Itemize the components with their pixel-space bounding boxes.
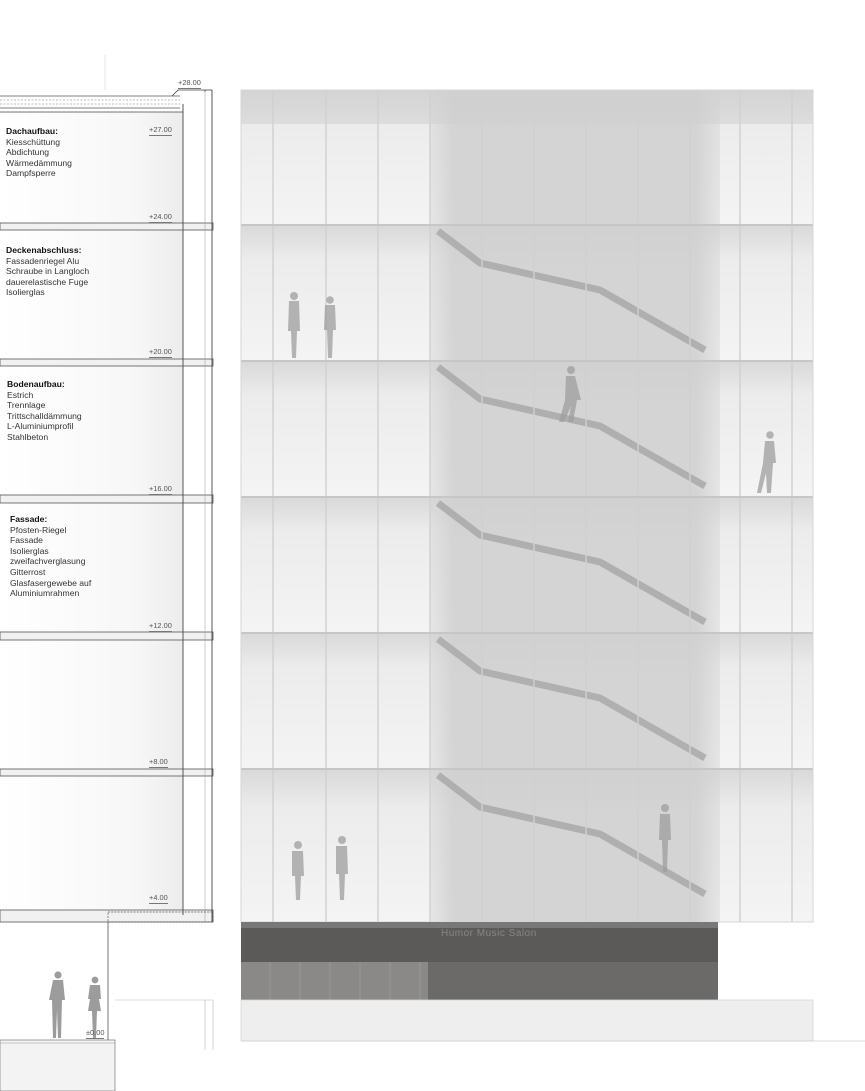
level-label: +28.00 [178,78,201,87]
note-line: Estrich [7,389,34,400]
note-line: Isolierglas [6,287,45,298]
note-line: Pfosten-Riegel [10,524,67,535]
level-label: +20.00 [149,347,172,356]
music-salon-sign: Humor Music Salon [441,928,537,939]
note-line: Fassade [10,535,43,546]
note-line: Wärmedämmung [6,157,72,168]
note-line: Stahlbeton [7,431,49,442]
note-line: Fassadenriegel Alu [6,255,80,266]
note-line: Dampfsperre [6,168,56,179]
note-heading: Bodenaufbau: [7,379,65,389]
note-line: zweifachverglasung [10,556,86,567]
level-label: +16.00 [149,484,172,493]
stair-core [430,90,720,922]
note-heading: Fassade: [10,514,48,524]
note-line: Glasfasergewebe auf [10,577,92,588]
note-heading: Dachaufbau: [6,126,59,136]
note-line: Isolierglas [10,545,49,556]
level-label: +4.00 [149,893,168,902]
note-line: Aluminiumrahmen [10,588,80,599]
note-line: L-Aluminiumprofil [7,421,74,432]
note-heading: Deckenabschluss: [6,245,82,255]
note-line: Schraube in Langloch [6,266,90,277]
note-line: Abdichtung [6,147,50,158]
level-label: +12.00 [149,621,172,630]
note-line: dauerelastische Fuge [6,276,89,287]
note-line: Trittschalldämmung [7,410,82,421]
level-label: +8.00 [149,757,168,766]
level-label: +27.00 [149,125,172,134]
note-line: Gitterrost [10,566,46,577]
level-label: ±0.00 [86,1028,105,1037]
note-line: Trennlage [7,400,46,411]
level-label: +24.00 [149,212,172,221]
note-line: Kiesschüttung [6,136,60,147]
ground-plinth [241,1000,813,1041]
